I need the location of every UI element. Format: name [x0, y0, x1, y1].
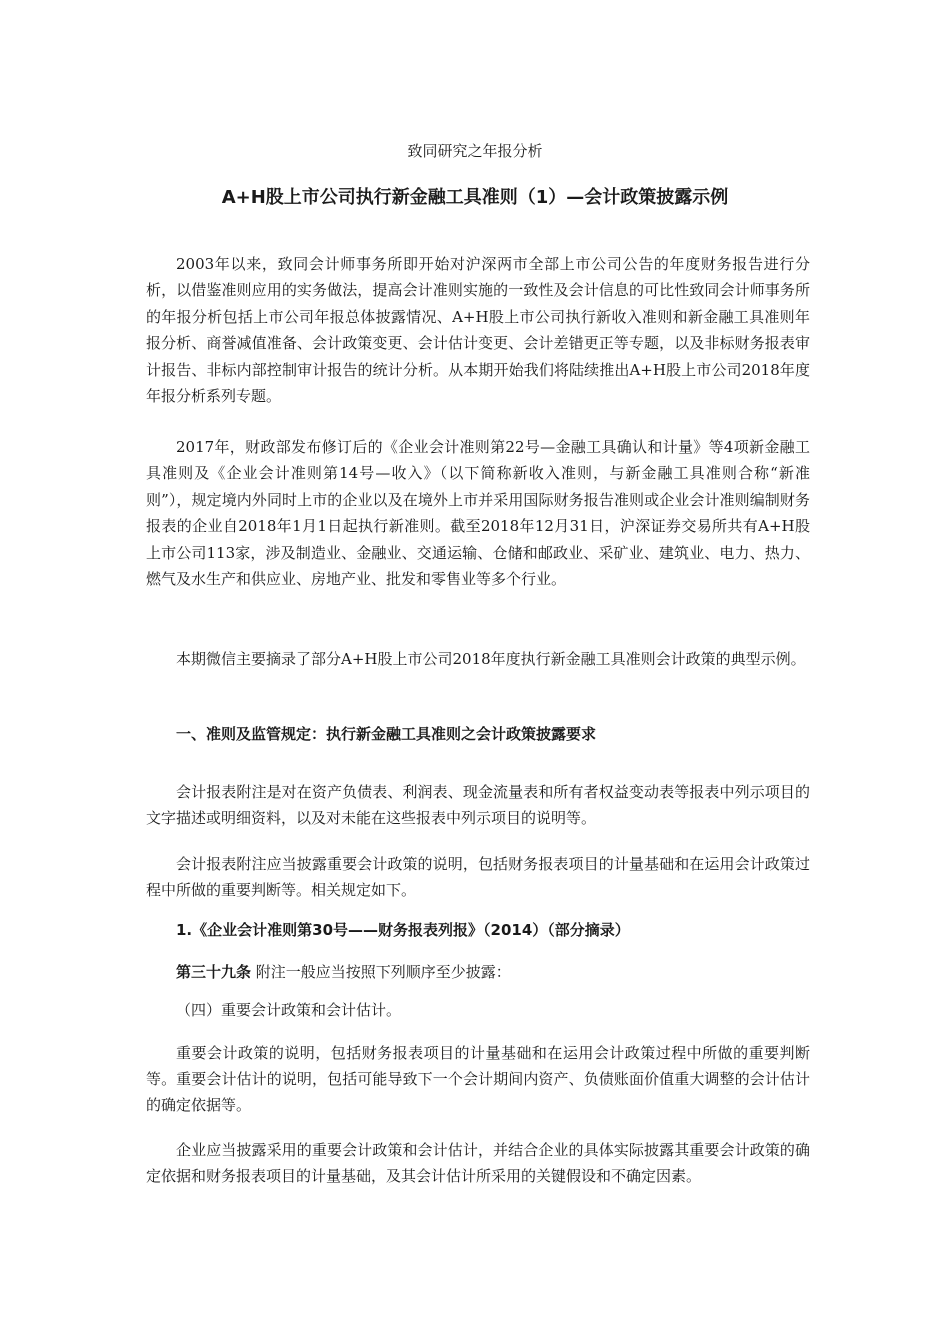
policy-explanation-paragraph: 重要会计政策的说明，包括财务报表项目的计量基础和在运用会计政策过程中所做的重要判断等。重要会计估计的说明，包括可能导致下一个会计期间内资产、负债账面价值重大调整的会计估计的确定依据等。	[146, 1044, 810, 1114]
disclosure-basis-paragraph: 企业应当披露采用的重要会计政策和会计估计，并结合企业的具体实际披露其重要会计政策的确定依据和财务报表项目的计量基础，及其会计估计所采用的关键假设和不确定因素。	[146, 1141, 810, 1185]
article-39-line	[176, 960, 816, 984]
standard-30-heading: 1.《企业会计准则第30号——财务报表列报》（2014）（部分摘录）	[176, 921, 630, 939]
article-number: 第三十九条	[176, 963, 252, 981]
notes-definition-paragraph: 会计报表附注是对在资产负债表、利润表、现金流量表和所有者权益变动表等报表中列示项目的文字描述或明细资料，以及对未能在这些报表中列示项目的说明等。	[146, 783, 810, 827]
item-four-line: （四）重要会计政策和会计估计。	[176, 1001, 402, 1019]
article-text: 附注一般应当按照下列顺序至少披露：	[251, 963, 511, 981]
report-series-subtitle: 致同研究之年报分析	[407, 142, 543, 160]
intro-paragraph: 2003年以来，致同会计师事务所即开始对沪深两市全部上市公司公告的年度财务报告进行分析，以借鉴准则应用的实务做法，提高会计准则实施的一致性及会计信息的可比性致同会计师事务所的年报分析包括上市公司年报总体披露情况、A+H股上市公司执行新收入准则和新金融工具准则年报分析、商誉减值准备、会计政策变更、会计估计变更、会计差错更正等专题，以及非标财务报表审计报告、非标内部控制审计报告的统计分析。从本期开始我们将陆续推出A+H股上市公司2018年度年报分析系列专题。	[146, 255, 810, 406]
scope-paragraph: 本期微信主要摘录了部分A+H股上市公司2018年度执行新金融工具准则会计政策的典型示例。	[176, 650, 806, 668]
section-one-heading: 一、准则及监管规定：执行新金融工具准则之会计政策披露要求	[176, 725, 597, 743]
page-title: A+H股上市公司执行新金融工具准则（1）—会计政策披露示例	[221, 187, 729, 208]
notes-requirement-paragraph: 会计报表附注应当披露重要会计政策的说明，包括财务报表项目的计量基础和在运用会计政策过程中所做的重要判断等。相关规定如下。	[146, 855, 810, 899]
background-paragraph: 2017年，财政部发布修订后的《企业会计准则第22号—金融工具确认和计量》等4项新金融工具准则及《企业会计准则第14号—收入》（以下简称新收入准则，与新金融工具准则合称“新准则”），规定境内外同时上市的企业以及在境外上市并采用国际财务报告准则或企业会计准则编制财务报表的企业自2018年1月1日起执行新准则。截至2018年12月31日，沪深证券交易所共有A+H股上市公司113家，涉及制造业、金融业、交通运输、仓储和邮政业、采矿业、建筑业、电力、热力、燃气及水生产和供应业、房地产业、批发和零售业等多个行业。	[146, 438, 810, 589]
